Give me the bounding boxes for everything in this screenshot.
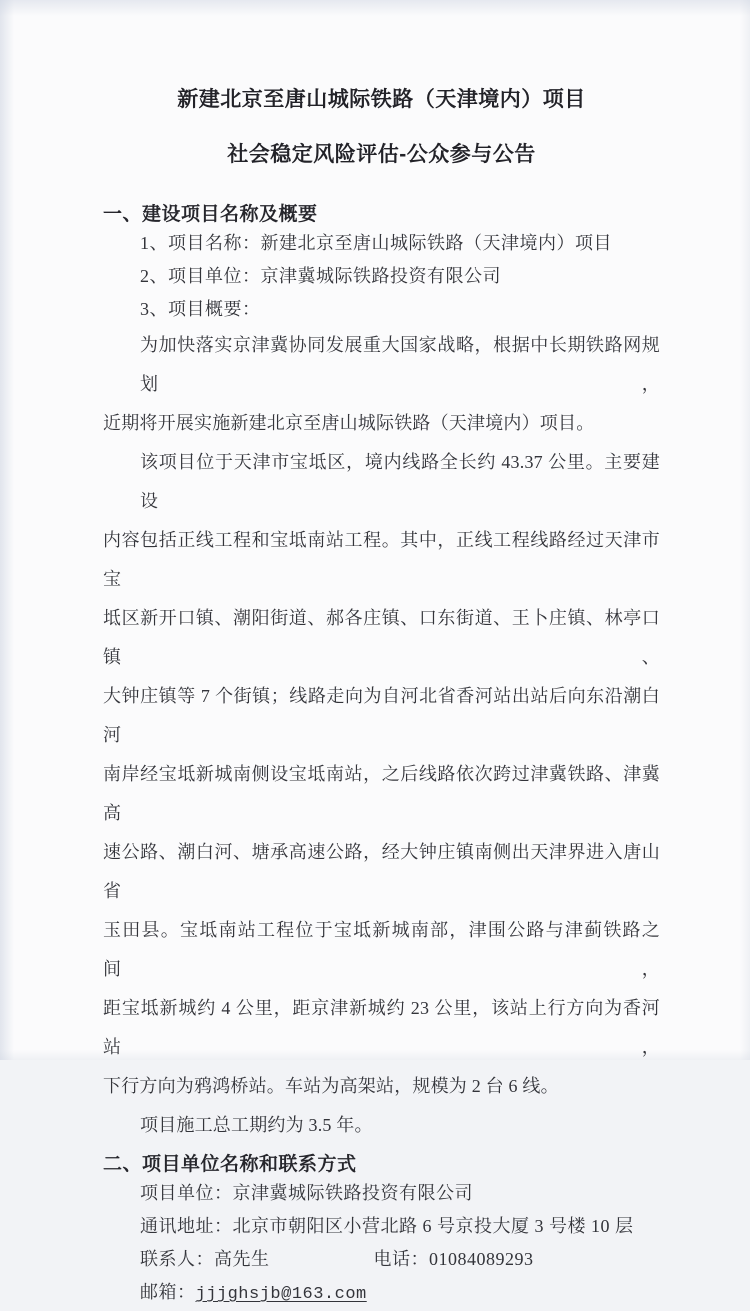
paragraph-line: 近期将开展实施新建北京至唐山城际铁路（天津境内）项目。 [103, 413, 595, 433]
paragraph-line: 玉田县。宝坻南站工程位于宝坻新城南部，津围公路与津蓟铁路之间， [103, 920, 660, 979]
section-1-heading: 一、建设项目名称及概要 [103, 204, 318, 225]
paragraph-1 [103, 326, 660, 443]
paragraph-line: 该项目位于天津市宝坻区，境内线路全长约 43.37 公里。主要建设 [140, 452, 660, 511]
contact-address-line: 通讯地址：北京市朝阳区小营北路 6 号京投大厦 3 号楼 10 层 [140, 1216, 634, 1236]
contact-block [103, 1177, 660, 1311]
contact-company-line: 项目单位：京津冀城际铁路投资有限公司 [140, 1183, 473, 1203]
list-item-project-unit: 2、项目单位：京津冀城际铁路投资有限公司 [140, 266, 501, 286]
doc-title-line1: 新建北京至唐山城际铁路（天津境内）项目 [177, 88, 586, 111]
paragraph-line: 坻区新开口镇、潮阳街道、郝各庄镇、口东街道、王卜庄镇、林亭口镇、 [103, 608, 660, 667]
email-label: 邮箱： [140, 1282, 196, 1302]
phone-number: 01084089293 [429, 1249, 534, 1269]
email-link[interactable]: jjjghsjb@163.com [195, 1285, 367, 1304]
paragraph-2 [103, 443, 660, 1106]
contact-email-line [103, 1276, 660, 1311]
paragraph-3: 项目施工总工期约为 3.5 年。 [140, 1115, 373, 1135]
contact-person-phone-line [103, 1243, 660, 1276]
paragraph-line: 南岸经宝坻新城南侧设宝坻南站，之后线路依次跨过津冀铁路、津冀高 [103, 764, 660, 823]
paragraph-line: 内容包括正线工程和宝坻南站工程。其中，正线工程线路经过天津市宝 [103, 530, 660, 589]
list-item-project-name: 1、项目名称：新建北京至唐山城际铁路（天津境内）项目 [140, 233, 612, 253]
phone-label: 电话： [373, 1249, 429, 1269]
paragraph-line: 大钟庄镇等 7 个街镇；线路走向为自河北省香河站出站后向东沿潮白河 [103, 686, 660, 745]
section-2-heading: 二、项目单位名称和联系方式 [103, 1154, 357, 1175]
doc-title-line2: 社会稳定风险评估-公众参与公告 [227, 143, 536, 166]
paragraph-line: 为加快落实京津冀协同发展重大国家战略，根据中长期铁路网规划， [140, 335, 660, 394]
paragraph-line: 距宝坻新城约 4 公里，距京津新城约 23 公里，该站上行方向为香河站， [103, 998, 660, 1057]
paragraph-line: 速公路、潮白河、塘承高速公路，经大钟庄镇南侧出天津界进入唐山省 [103, 842, 660, 901]
list-item-project-summary: 3、项目概要： [140, 299, 261, 319]
paragraph-line: 下行方向为鸦鸿桥站。车站为高架站，规模为 2 台 6 线。 [103, 1076, 559, 1096]
contact-person-label: 联系人：高先生 [140, 1249, 270, 1269]
section-1-items [103, 227, 660, 326]
